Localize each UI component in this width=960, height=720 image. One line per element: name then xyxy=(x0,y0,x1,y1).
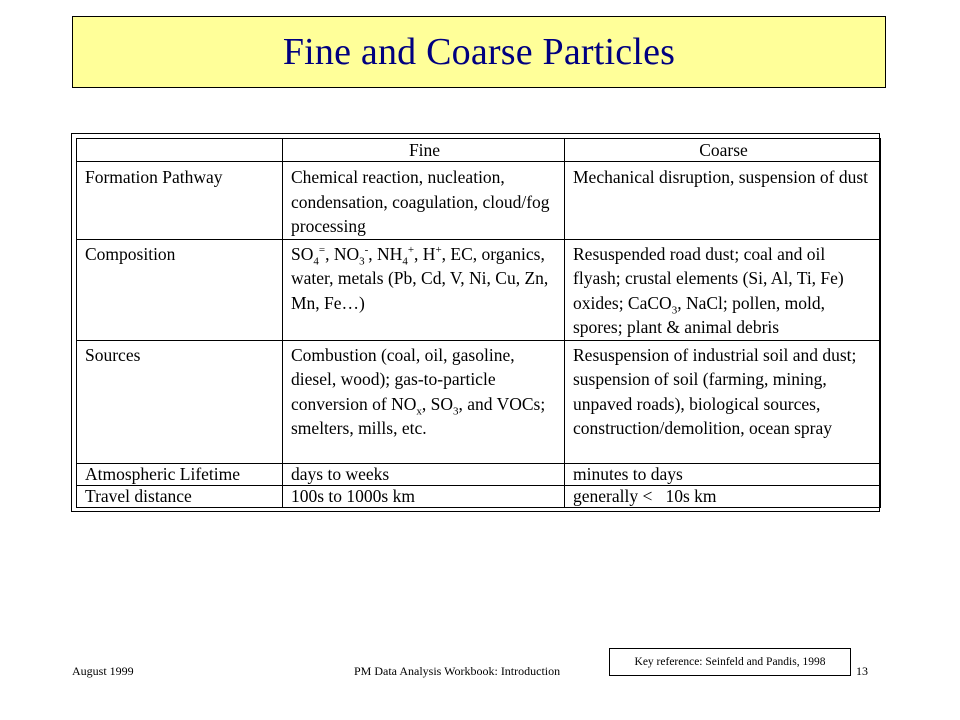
fine-sources: Combustion (coal, oil, gasoline, diesel, wood); gas-to-particle conversion of $NO_x$, $SO_3$, and VOCs; smelters, mills, etc. xyxy=(283,340,565,463)
row-label-travel: Travel distance xyxy=(77,485,283,507)
table-row xyxy=(77,340,881,463)
page-number: 13 xyxy=(856,664,868,678)
table-row xyxy=(77,485,881,507)
particles-table-frame xyxy=(71,133,880,512)
coarse-lifetime: minutes to days xyxy=(565,463,881,485)
header-fine: Fine xyxy=(283,139,565,162)
title-banner xyxy=(72,16,886,88)
row-label-formation: Formation Pathway xyxy=(77,162,283,240)
table-header-row xyxy=(77,139,881,162)
coarse-composition: Resuspended road dust; coal and oil flyash; crustal elements (Si, Al, Ti, Fe) oxides; CaCO$_3$, NaCl; pollen, mold, spores; plant & animal debris xyxy=(565,239,881,340)
coarse-formation: Mechanical disruption, suspension of dust xyxy=(565,162,881,240)
footer-workbook-title: PM Data Analysis Workbook: Introduction xyxy=(354,664,561,678)
particles-table xyxy=(76,138,881,508)
table-row xyxy=(77,463,881,485)
table-row xyxy=(77,162,881,240)
fine-travel: 100s to 1000s km xyxy=(283,485,565,507)
fine-formation: Chemical reaction, nucleation, condensation, coagulation, cloud/fog processing xyxy=(283,162,565,240)
header-blank xyxy=(77,139,283,162)
row-label-lifetime: Atmospheric Lifetime xyxy=(77,463,283,485)
table-row xyxy=(77,239,881,340)
key-reference-box: Key reference: Seinfeld and Pandis, 1998 xyxy=(609,648,851,676)
row-label-composition: Composition xyxy=(77,239,283,340)
header-coarse: Coarse xyxy=(565,139,881,162)
footer-date: August 1999 xyxy=(72,664,134,678)
fine-composition: $SO_4^=$, $NO_3^-$, $NH_4^+$, H+, EC, organics, water, metals (Pb, Cd, V, Ni, Cu, Zn, Mn, Fe…) xyxy=(283,239,565,340)
coarse-travel: generally < 10s km xyxy=(565,485,881,507)
slide-title: Fine and Coarse Particles xyxy=(282,31,676,73)
coarse-sources: Resuspension of industrial soil and dust; suspension of soil (farming, mining, unpaved roads), biological sources, construction/demolition, ocean spray xyxy=(565,340,881,463)
row-label-sources: Sources xyxy=(77,340,283,463)
fine-lifetime: days to weeks xyxy=(283,463,565,485)
